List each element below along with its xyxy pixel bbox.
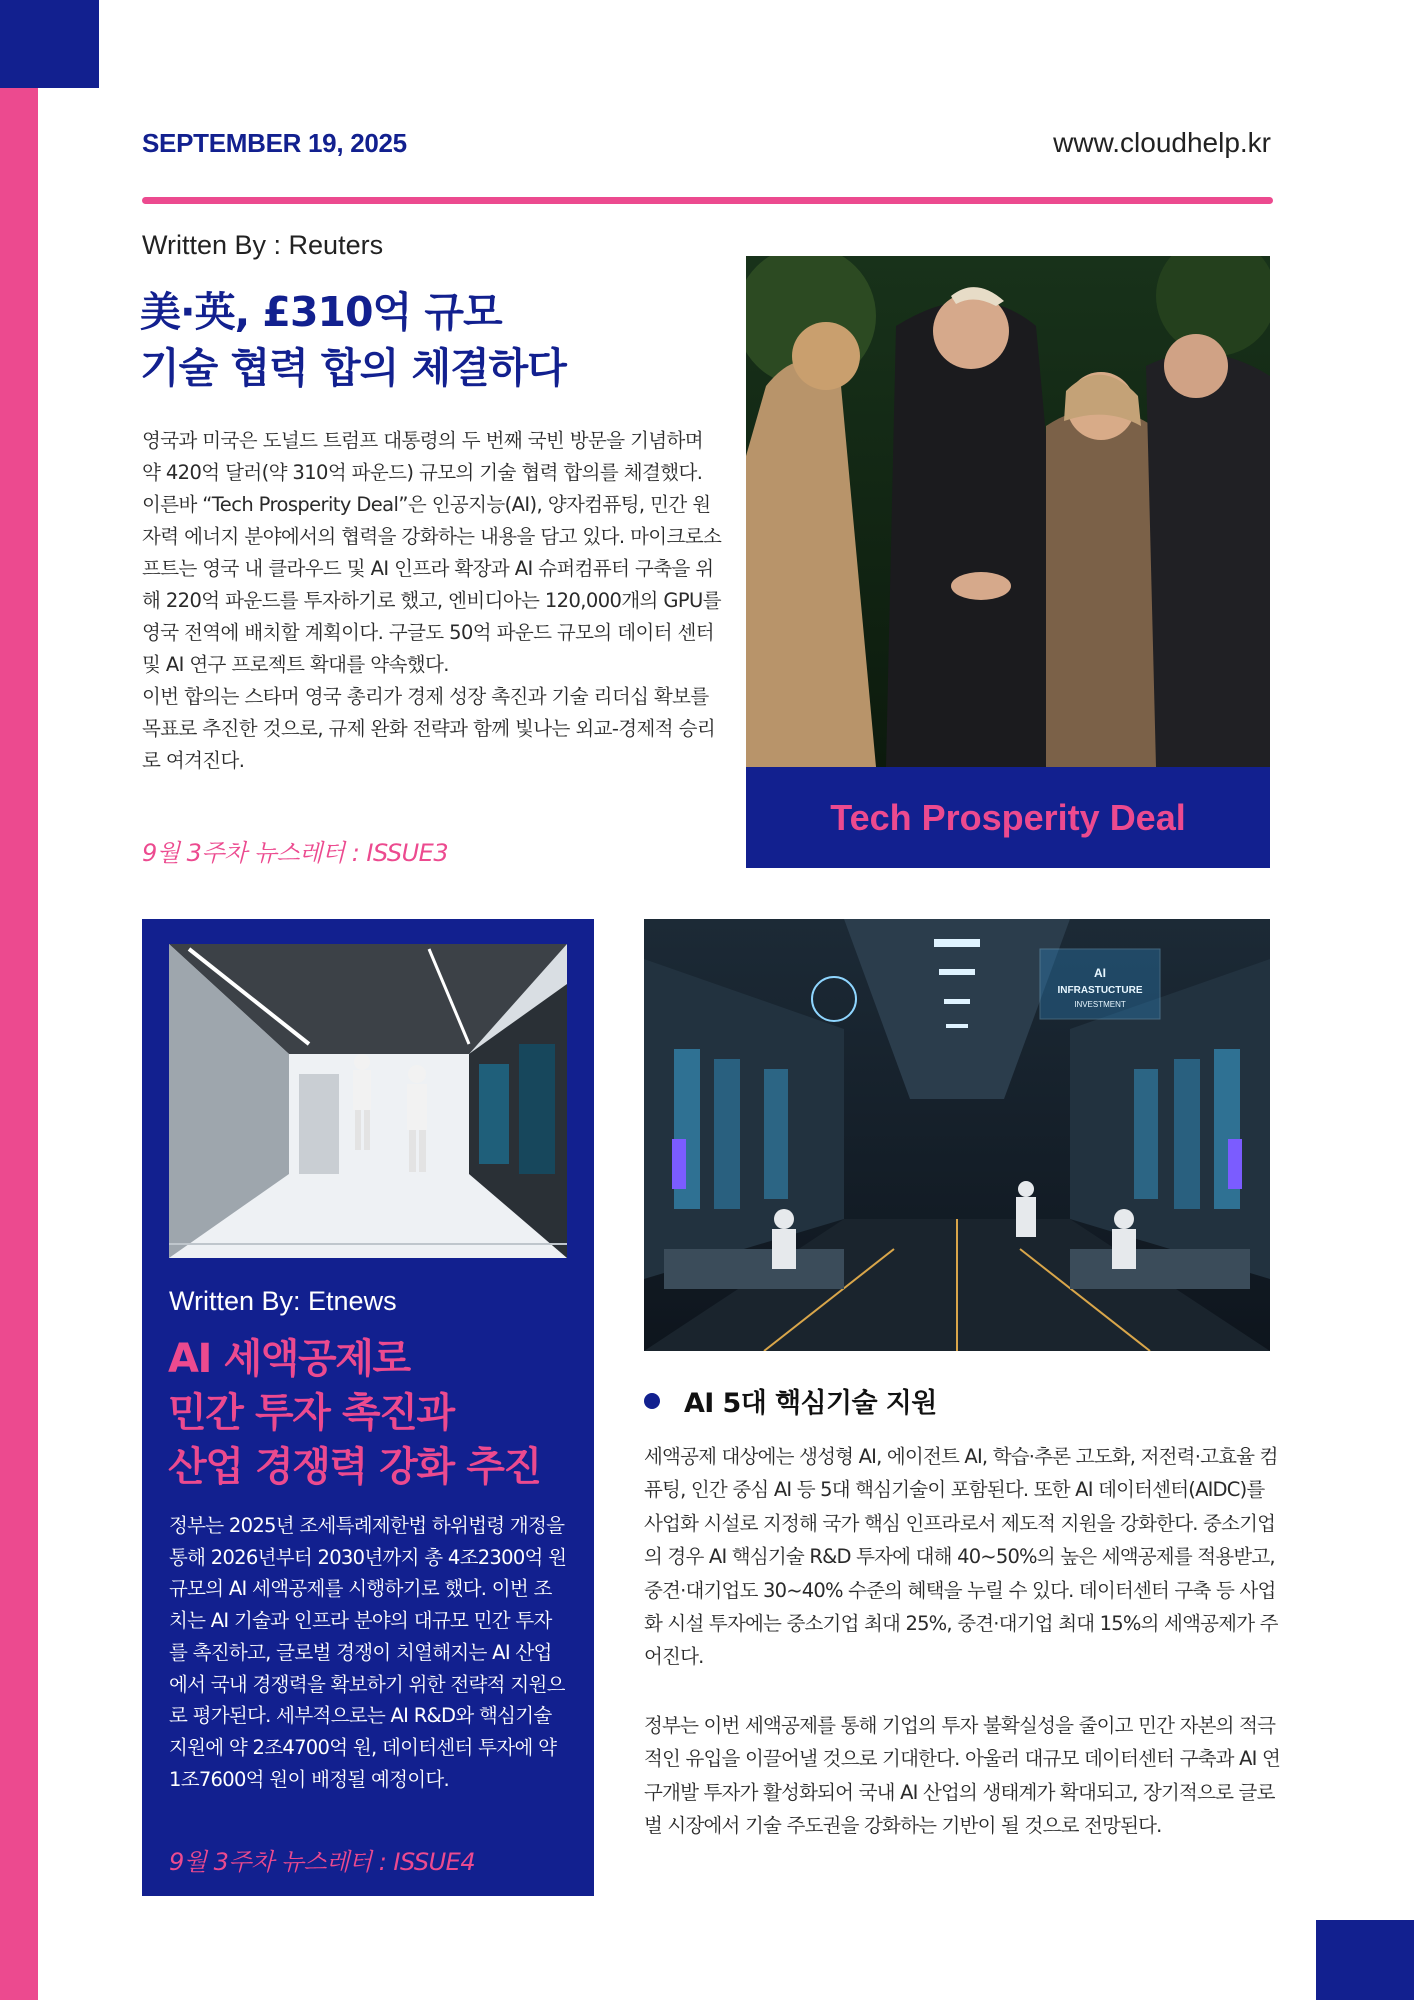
- subhead-bullet: [644, 1393, 660, 1409]
- article3-paragraph2: 정부는 이번 세액공제를 통해 기업의 투자 불확실성을 줄이고 민간 자본의 적극적인 유입을 이끌어낼 것으로 기대한다. 아울러 대규모 데이터센터 구축과 AI 연구개발 투자가 활성화되어 국내 AI 산업의 생태계가 확대되고, 장기적으로 글로벌 시장에서 기술 주도권을 강화하는 기반이 될 것으로 전망된다.: [644, 1714, 1281, 1838]
- ai-sign-line1: AI: [1094, 966, 1106, 980]
- corner-block-bottom-right: [1316, 1920, 1414, 2000]
- article1-issue-label: 9월 3주차 뉴스레터 : ISSUE3: [142, 839, 449, 867]
- article1-body: [142, 425, 722, 777]
- corner-block-top-left: [0, 0, 99, 88]
- article1-paragraph2: 이번 합의는 스타머 영국 총리가 경제 성장 촉진과 기술 리더십 확보를 목표로 추진한 것으로, 규제 완화 전략과 함께 빛나는 외교-경제적 승리로 여겨진다.: [142, 685, 716, 772]
- article1-headline-line1: 美·英, £310억 규모: [140, 288, 502, 336]
- article2-headline-line2: 민간 투자 촉진과: [168, 1390, 454, 1436]
- article2-body: 정부는 2025년 조세특례제한법 하위법령 개정을 통해 2026년부터 2030년까지 총 4조2300억 원 규모의 AI 세액공제를 시행하기로 했다. 이번 조치는 AI 기술과 인프라 분야의 대규모 민간 투자를 촉진하고, 글로벌 경쟁이 치열해지는 AI 산업에서 국내 경쟁력을 확보하기 위한 전략적 지원으로 평가된다. 세부적으로는 AI R&D와 핵심기술 지원에 약 2조4700억 원, 데이터센터 투자에 약 1조7600억 원이 배정될 예정이다.: [169, 1514, 567, 1791]
- website-link[interactable]: www.cloudhelp.kr: [1053, 127, 1271, 158]
- article1-headline-line2: 기술 협력 합의 체결하다: [140, 344, 566, 392]
- article1-headline: [140, 284, 740, 396]
- photo-caption-box: [746, 767, 1270, 868]
- ai-sign-line3: INVESTMENT: [1074, 1000, 1126, 1009]
- article2-author: Written By: Etnews: [169, 1286, 397, 1316]
- header-divider: [142, 197, 1273, 204]
- ai-sign-line2: INFRASTUCTURE: [1057, 985, 1143, 996]
- article1-paragraph1: 영국과 미국은 도널드 트럼프 대통령의 두 번째 국빈 방문을 기념하며 약 420억 달러(약 310억 파운드) 규모의 기술 협력 합의를 체결했다. 이른바 “Tech Prosperity Deal”은 인공지능(AI), 양자컴퓨팅, 민간 원자력 에너지 분야에서의 협력을 강화하는 내용을 담고 있다. 마이크로소프트는 영국 내 클라우드 및 AI 인프라 확장과 AI 슈퍼컴퓨터 구축을 위해 220억 파운드를 투자하기로 했고, 엔비디아는 120,000개의 GPU를 영국 전역에 배치할 계획이다. 구글도 50억 파운드 규모의 데이터 센터 및 AI 연구 프로젝트 확대를 약속했다.: [142, 429, 722, 676]
- article3-paragraph1: 세액공제 대상에는 생성형 AI, 에이전트 AI, 학습·추론 고도화, 저전력·고효율 컴퓨팅, 인간 중심 AI 등 5대 핵심기술이 포함된다. 또한 AI 데이터센터(AIDC)를 사업화 시설로 지정해 국가 핵심 인프라로서 제도적 지원을 강화한다. 중소기업의 경우 AI 핵심기술 R&D 투자에 대해 40~50%의 높은 세액공제를 적용받고, 중견·대기업도 30~40% 수준의 혜택을 누릴 수 있다. 데이터센터 구축 등 사업화 시설 투자에는 중소기업 최대 25%, 중견·대기업 최대 15%의 세액공제가 주어진다.: [644, 1445, 1278, 1669]
- side-accent-bar: [0, 88, 38, 2000]
- article2-headline-line1: AI 세액공제로: [168, 1336, 410, 1382]
- article1-author: Written By : Reuters: [142, 230, 384, 260]
- article2-headline-line3: 산업 경쟁력 강화 추진: [168, 1444, 541, 1490]
- ai-infrastructure-photo: [644, 919, 1270, 1351]
- article2-headline: [168, 1332, 588, 1494]
- photo-caption: Tech Prosperity Deal: [830, 796, 1186, 838]
- leaders-handshake-photo: [746, 256, 1270, 767]
- robot-datacenter-photo: [169, 944, 567, 1258]
- issue-date: SEPTEMBER 19, 2025: [142, 128, 407, 158]
- article2-issue-label: 9월 3주차 뉴스레터 : ISSUE4: [169, 1848, 476, 1876]
- article3-subhead: AI 5대 핵심기술 지원: [684, 1388, 937, 1419]
